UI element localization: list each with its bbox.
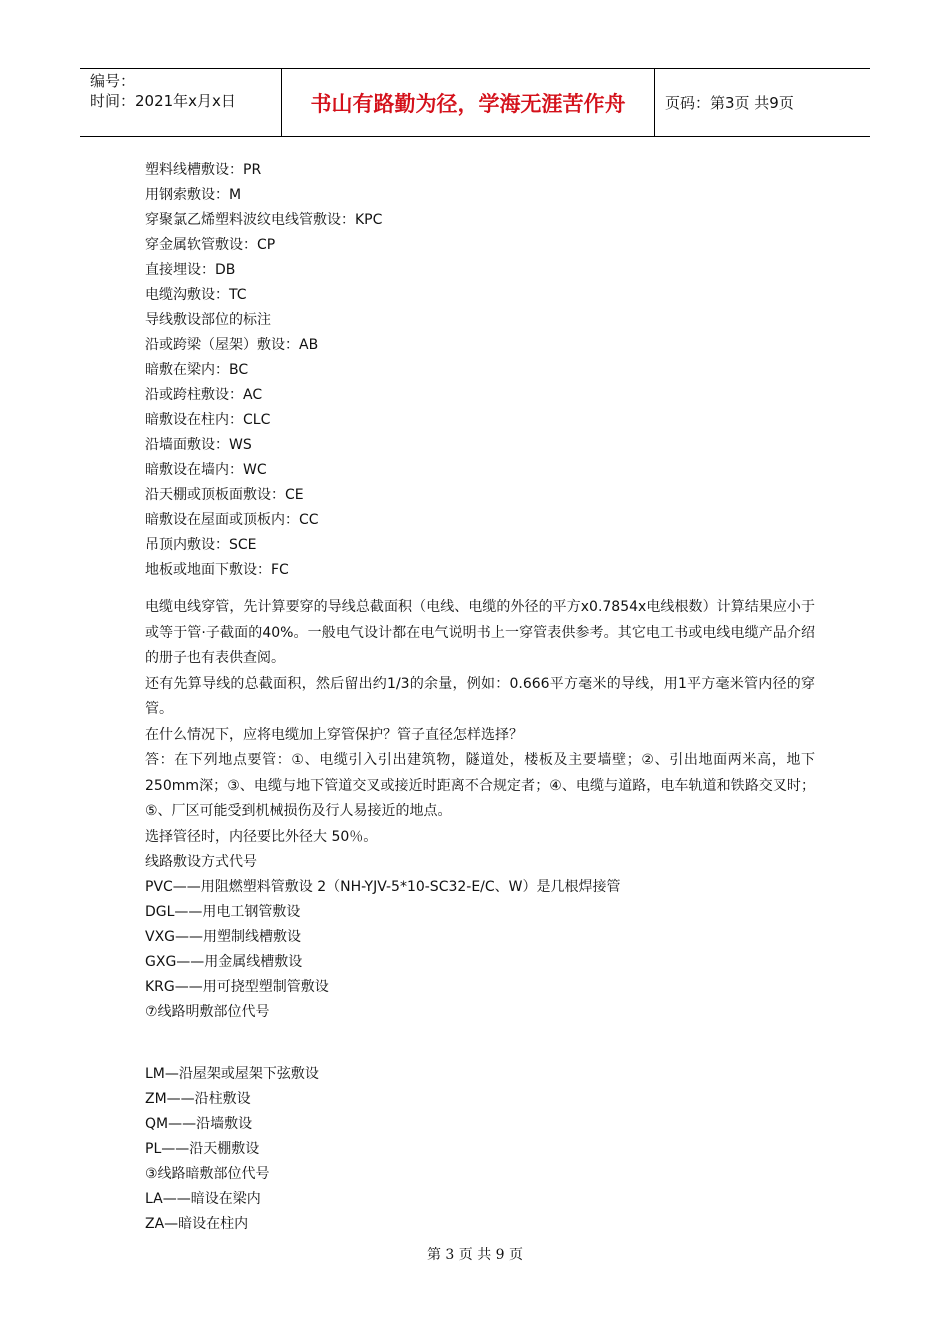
text-line: PVC——用阻燃塑料管敷设 2（NH-YJV-5*10-SC32-E/C、W）是几根焊接管 (145, 879, 621, 895)
text-line: 暗敷在梁内：BC (145, 362, 249, 378)
conduit-paragraphs (145, 595, 815, 850)
laying-codes-list (145, 158, 815, 583)
text-line: PL——沿天棚敷设 (145, 1141, 260, 1157)
page-header (80, 68, 870, 137)
text-line: ZA—暗设在柱内 (145, 1216, 249, 1232)
text-line: 暗敷设在墙内：WC (145, 462, 267, 478)
document-body (145, 158, 815, 1237)
text-line: 用钢索敷设：M (145, 187, 242, 203)
text-line: 穿金属软管敷设：CP (145, 237, 276, 253)
text-line: DGL——用电工钢管敷设 (145, 904, 301, 920)
text-line: LA——暗设在梁内 (145, 1191, 261, 1207)
text-line: 沿墙面敷设：WS (145, 437, 252, 453)
document-number-label: 编号： (90, 72, 136, 90)
text-line: 暗敷设在柱内：CLC (145, 412, 271, 428)
document-date: 时间：2021年x月x日 (90, 92, 236, 110)
header-meta (80, 69, 282, 136)
position-code-list (145, 1062, 815, 1237)
text-line: 沿或跨梁（屋架）敷设：AB (145, 337, 319, 353)
text-line: ③线路暗敷部位代号 (145, 1166, 270, 1182)
text-line: 沿天棚或顶板面敷设：CE (145, 487, 304, 503)
spacer (145, 583, 815, 595)
paragraph: 在什么情况下，应将电缆加上穿管保护？管子直径怎样选择？ (145, 726, 523, 743)
text-line: 塑料线槽敷设：PR (145, 162, 262, 178)
header-page-code: 页码：第3页 共9页 (665, 94, 794, 112)
text-line: LM—沿屋架或屋架下弦敷设 (145, 1066, 319, 1082)
text-line: 暗敷设在屋面或顶板内：CC (145, 512, 319, 528)
text-line: KRG——用可挠型塑制管敷设 (145, 979, 329, 995)
header-motto: 书山有路勤为径，学海无涯苦作舟 (282, 69, 655, 136)
text-line: 吊顶内敷设：SCE (145, 537, 257, 553)
text-line: 地板或地面下敷设：FC (145, 562, 289, 578)
line-code-list (145, 850, 815, 1025)
text-line: ⑦线路明敷部位代号 (145, 1004, 270, 1020)
text-line: 电缆沟敷设：TC (145, 287, 247, 303)
text-line: 直接埋设：DB (145, 262, 236, 278)
paragraph: 答：在下列地点要管：①、电缆引入引出建筑物，隧道处，楼板及主要墙壁；②、引出地面两米高，地下250mm深；③、电缆与地下管道交叉或接近时距离不合规定者；④、电缆与道路，电车轨道和铁路交叉时；⑤、厂区可能受到机械损伤及行人易接近的地点。 (145, 752, 815, 819)
paragraph: 还有先算导线的总截面积，然后留出约1/3的余量，例如：0.666平方毫米的导线，用1平方毫米管内径的穿管。 (145, 675, 815, 717)
text-line: 导线敷设部位的标注 (145, 312, 271, 328)
paragraph: 电缆电线穿管，先计算要穿的导线总截面积（电线、电缆的外径的平方x0.7854x电线根数）计算结果应小于或等于管·子截面的40%。一般电气设计都在电气说明书上一穿管表供参考。其它电工书或电线电缆产品介绍的册子也有表供查阅。 (145, 599, 815, 666)
spacer (145, 1025, 815, 1062)
paragraph: 选择管径时，内径要比外径大 50％。 (145, 828, 378, 845)
text-line: 穿聚氯乙烯塑料波纹电线管敷设：KPC (145, 212, 383, 228)
text-line: VXG——用塑制线槽敷设 (145, 929, 302, 945)
text-line: 沿或跨柱敷设：AC (145, 387, 263, 403)
text-line: GXG——用金属线槽敷设 (145, 954, 303, 970)
text-line: QM——沿墙敷设 (145, 1116, 253, 1132)
text-line: 线路敷设方式代号 (145, 854, 257, 870)
page-footer: 第 3 页 共 9 页 (426, 1247, 524, 1263)
text-line: ZM——沿柱敷设 (145, 1091, 251, 1107)
